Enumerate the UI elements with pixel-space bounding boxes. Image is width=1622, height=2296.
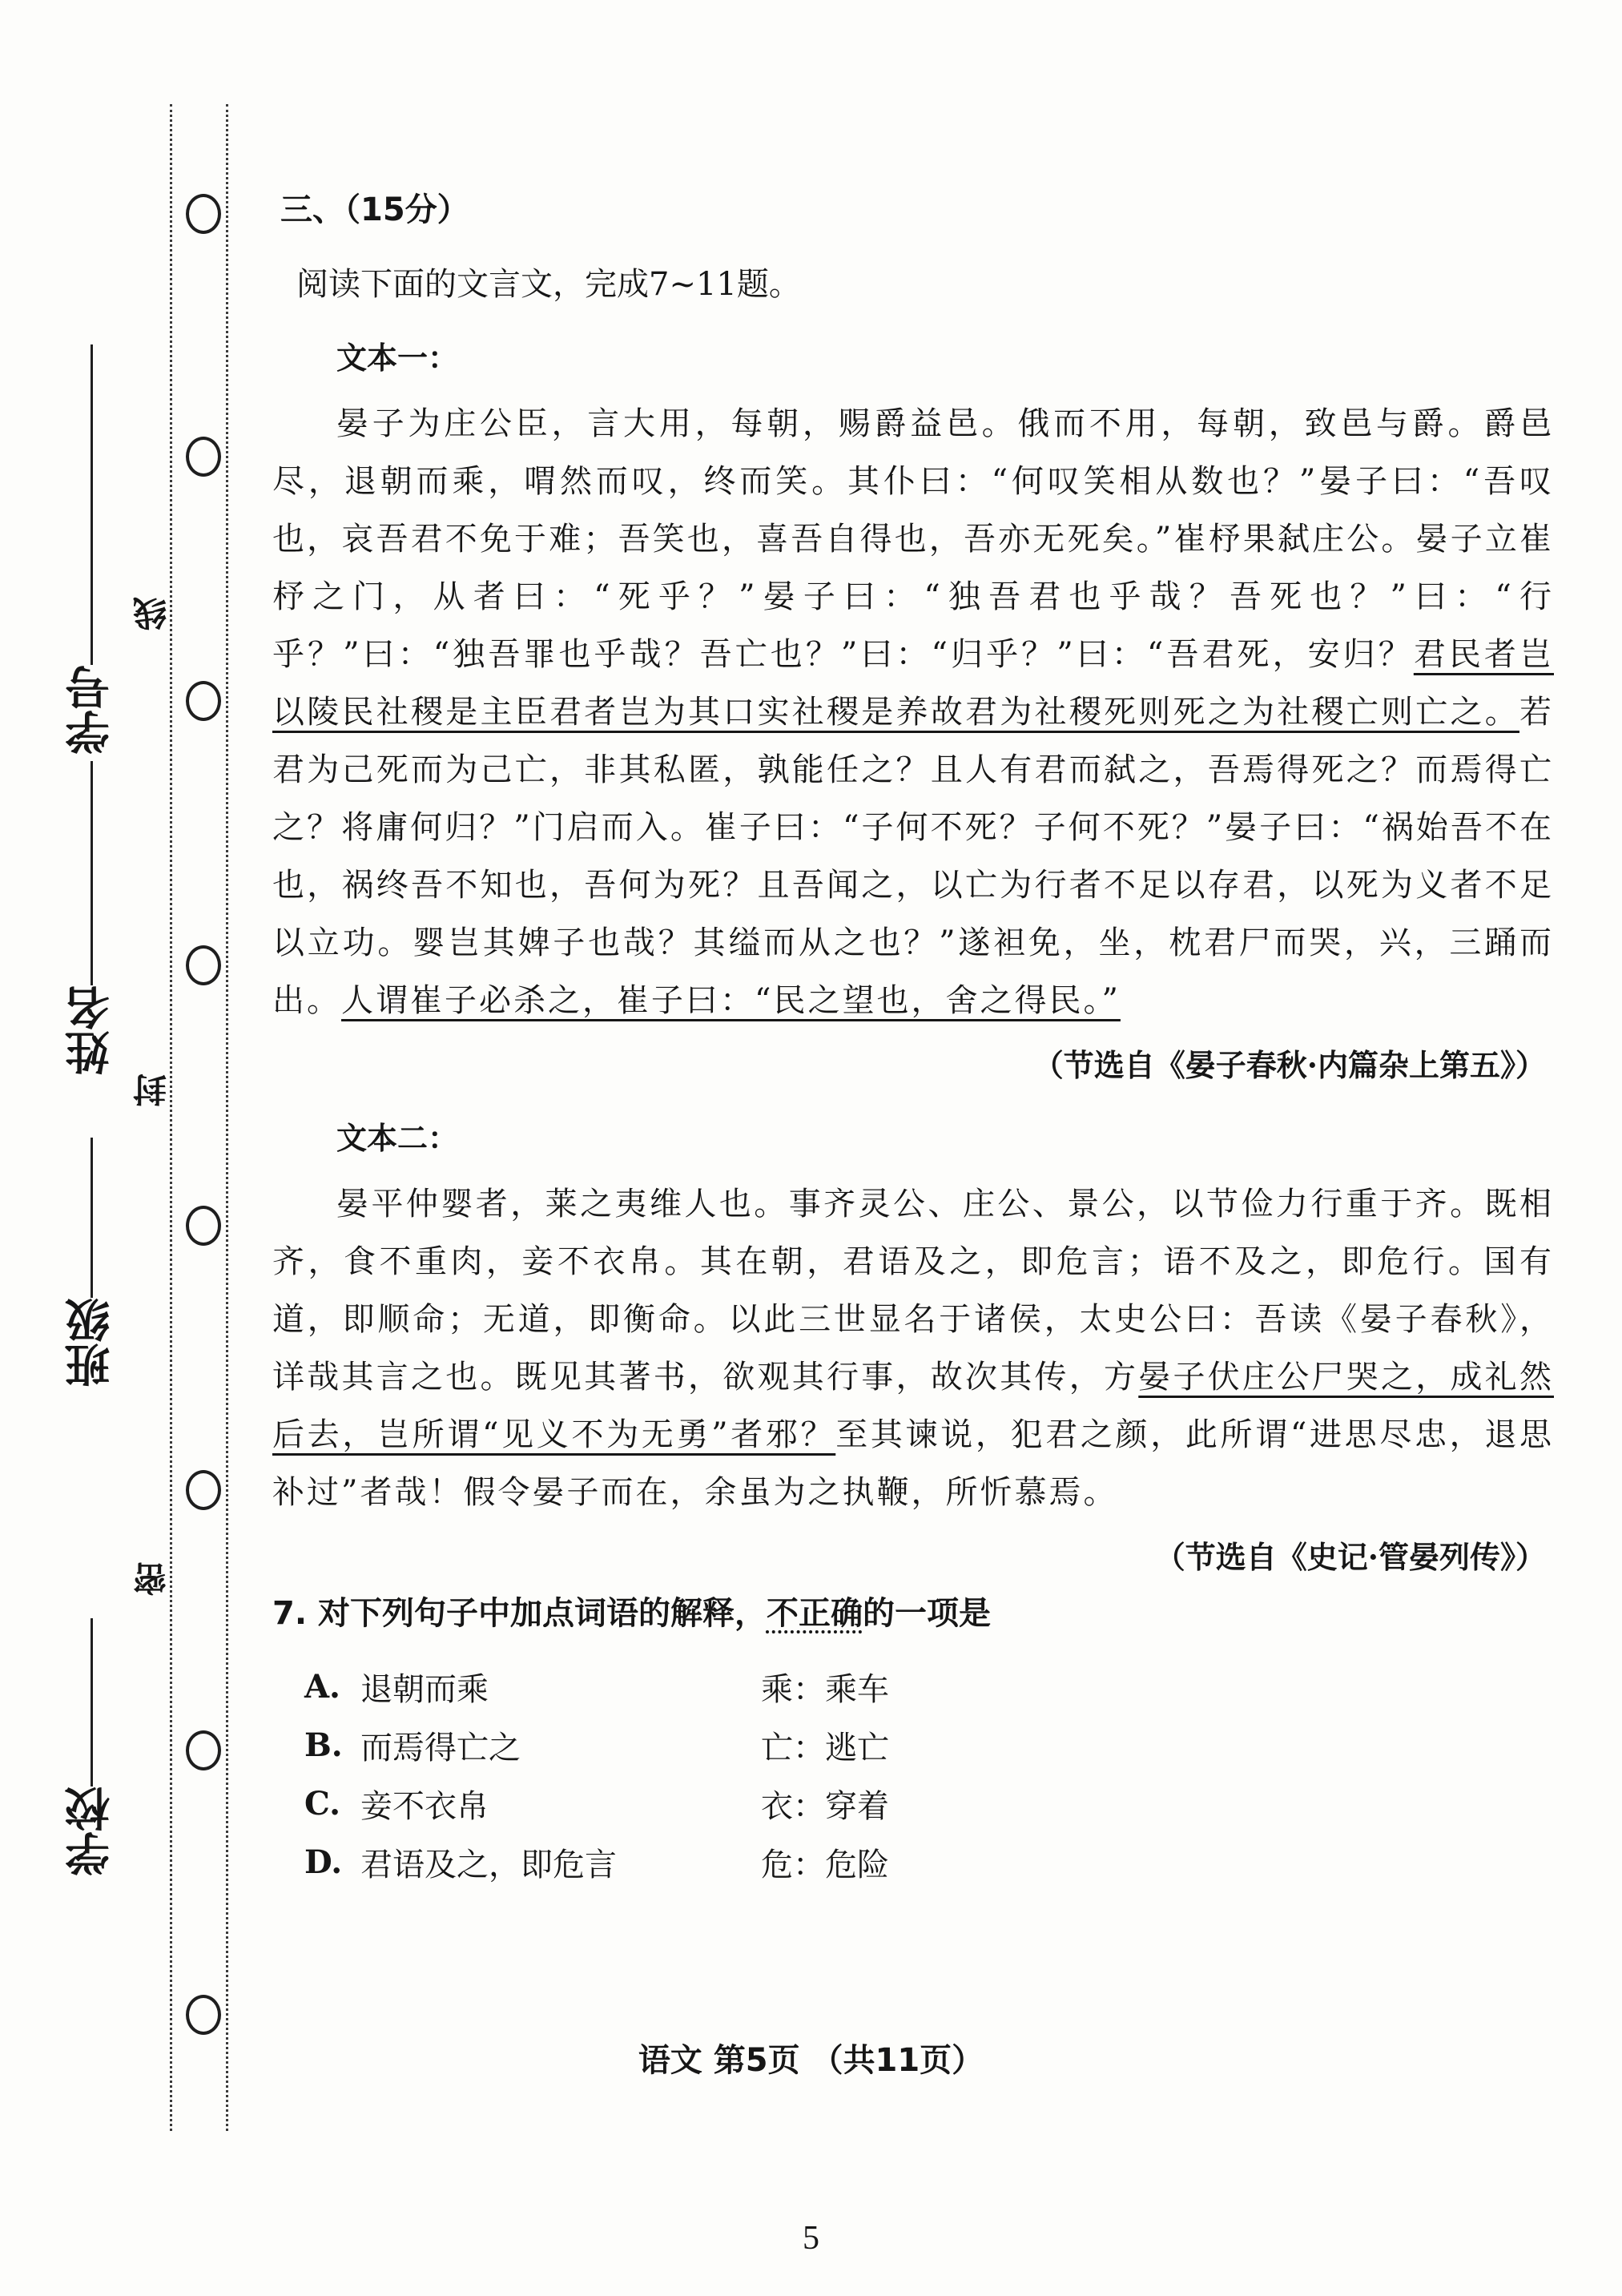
- name-label: 姓名: [65, 985, 117, 1075]
- option-label: D.: [304, 1843, 343, 1881]
- class-field[interactable]: [59, 1138, 123, 1388]
- name-field[interactable]: [59, 761, 123, 1075]
- binding-dotted-line: [170, 104, 172, 2131]
- page-footer: 语文 第5页 （共11页）: [638, 2042, 984, 2079]
- option-sentence: 君语及之，即危言: [360, 1847, 617, 1883]
- name-blank-line: [91, 761, 93, 985]
- binding-hole-icon: [186, 1206, 221, 1246]
- option-c[interactable]: [272, 1774, 1554, 1833]
- text2-passage: [272, 1175, 1554, 1521]
- text1-segment: 晏子为庄公臣，言大用，每朝，赐爵益邑。俄而不用，每朝，致邑与爵。爵邑尽，退朝而乘，喟然而叹，终而笑。其仆曰：“何叹笑相从数也？”晏子曰：“吾叹也，哀吾君不免于难；吾笑也，喜吾自得也，吾亦无死矣。”崔杼果弑庄公。晏子立崔杼之门，从者曰：“死乎？”晏子曰：“独吾君也乎哉？吾死也？”曰：“行乎？”曰：“独吾罪也乎哉？吾亡也？”曰：“归乎？”曰：“吾君死，安归？: [272, 405, 1554, 673]
- school-blank-line: [91, 1618, 93, 1786]
- binding-hole-icon: [186, 1730, 221, 1770]
- seal-char-seal: 封: [132, 1073, 171, 1107]
- option-explanation: 乘：乘车: [761, 1671, 889, 1708]
- text2-source: （节选自《史记·管晏列传》）: [1154, 1539, 1546, 1575]
- question-stem-text: 的一项是: [862, 1595, 991, 1632]
- binding-hole-icon: [186, 437, 221, 477]
- student-id-label: 学号: [65, 665, 117, 755]
- question-7-stem: [272, 1588, 1554, 1633]
- option-label: A.: [304, 1668, 340, 1706]
- option-b[interactable]: [272, 1716, 1554, 1774]
- option-sentence: 退朝而乘: [360, 1671, 489, 1708]
- text1-source: （节选自《晏子春秋·内篇杂上第五》）: [1032, 1047, 1546, 1083]
- text1-label: 文本一：: [336, 340, 459, 376]
- binding-dotted-line: [226, 104, 228, 2131]
- student-id-field[interactable]: [59, 344, 123, 755]
- text1-passage: [272, 395, 1554, 1029]
- school-field[interactable]: [59, 1618, 123, 1876]
- text2-segment: 晏平仲婴者，莱之夷维人也。事齐灵公、庄公、景公，以节俭力行重于齐。既相齐，食不重肉，妾不衣帛。其在朝，君语及之，即危言；语不及之，即危行。国有道，即顺命；无道，即衡命。以此三世显名于诸侯，太史公曰：吾读《晏子春秋》，详哉其言之也。既见其著书，欲观其行事，故次其传，方: [272, 1186, 1554, 1396]
- school-label: 学校: [65, 1786, 117, 1876]
- option-d[interactable]: [272, 1833, 1554, 1891]
- exam-content: [272, 184, 1554, 1891]
- class-label: 班级: [65, 1298, 117, 1388]
- option-explanation: 亡：逃亡: [761, 1730, 889, 1766]
- text2-underlined-sentence: 晏子伏庄公尸哭之，成礼然后去，岂所谓“见义不为无勇”者邪？: [272, 1359, 1554, 1453]
- option-explanation: 危：危险: [761, 1847, 889, 1883]
- seal-char-secret: 密: [132, 1562, 171, 1596]
- student-id-blank-line: [91, 344, 93, 665]
- option-label: C.: [304, 1785, 341, 1823]
- text2-label: 文本二：: [336, 1120, 459, 1156]
- option-sentence: 妾不衣帛: [360, 1788, 489, 1825]
- class-blank-line: [91, 1138, 93, 1298]
- binding-hole-icon: [186, 1995, 221, 2035]
- option-a[interactable]: [272, 1658, 1554, 1716]
- binding-hole-icon: [186, 945, 221, 985]
- binding-hole-icon: [186, 681, 221, 721]
- question-emphasis: 不正确: [766, 1595, 863, 1632]
- section-instruction: 阅读下面的文言文，完成7~11题。: [296, 266, 801, 303]
- text2-segment: 至其谏说，犯君之颜，此所谓“进思尽忠，退思补过”者哉！假令晏子而在，余虽为之执鞭，所忻慕焉。: [272, 1416, 1555, 1511]
- option-explanation: 衣：穿着: [761, 1788, 889, 1825]
- binding-hole-icon: [186, 1470, 221, 1510]
- text1-underlined-sentence: 人谓崔子必杀之，崔子曰：“民之望也，舍之得民。”: [341, 982, 1121, 1019]
- page-number: 5: [803, 2220, 819, 2257]
- seal-char-line: 线: [132, 597, 171, 630]
- option-sentence: 而焉得亡之: [360, 1730, 521, 1766]
- text1-segment: 若君为己死而为己亡，非其私匿，孰能任之？且人有君而弑之，吾焉得死之？而焉得亡之？将庸何归？”门启而入。崔子曰：“子何不死？子何不死？”晏子曰：“祸始吾不在也，祸终吾不知也，吾何为死？且吾闻之，以亡为行者不足以存君，以死为义者不足以立功。婴岂其婢子也哉？其缢而从之也？”遂袒免，坐，枕君尸而哭，兴，三踊而出。: [272, 694, 1554, 1019]
- section-title: 三、（15分）: [280, 191, 469, 228]
- option-label: B.: [304, 1726, 343, 1764]
- question-stem-text: 7. 对下列句子中加点词语的解释，: [272, 1595, 767, 1632]
- binding-hole-icon: [186, 194, 221, 234]
- text1-underlined-sentence: 君民者岂以陵民社稷是主臣君者岂为其口实社稷是养故君为社稷死则死之为社稷亡则亡之。: [272, 636, 1554, 731]
